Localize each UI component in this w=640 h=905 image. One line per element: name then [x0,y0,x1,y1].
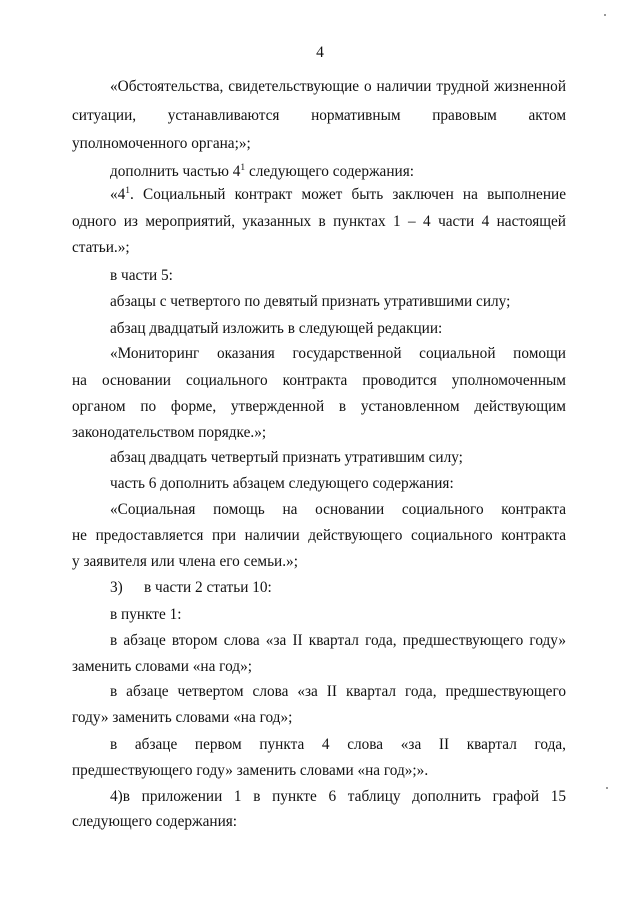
text-line [110,185,566,205]
list-item [110,787,566,807]
text-line: «Обстоятельства, свидетельствующие о наличии трудной жизненной [110,78,566,95]
page-number: 4 [316,44,324,61]
text-line: заменить словами «на год»; [72,658,252,675]
text-line: абзац двадцатый изложить в следующей редакции: [110,320,443,337]
text-line: на основании социального контракта проводится уполномоченным [72,372,566,389]
scan-speck [606,787,608,789]
text-line: не предоставляется при наличии действующего социального контракта [72,527,566,544]
scan-speck [604,14,606,16]
text-line: в абзаце первом пункта 4 слова «за II квартал года, [110,736,566,753]
list-item [110,578,566,598]
text-line: статьи.»; [72,239,130,256]
text-fragment: в приложении 1 в пункте 6 таблицу дополнить графой 15 [122,788,566,805]
text-line: абзац двадцать четвертый признать утратившим силу; [110,449,463,466]
list-number: 4) [110,788,123,805]
text-line: году» заменить словами «на год»; [72,709,293,726]
text-line: ситуации, устанавливаются нормативным правовым актом [72,107,566,124]
text-line: органом по форме, утвержденной в установленном действующим [72,398,566,415]
superscript: 1 [125,186,131,196]
text-line: абзацы с четвертого по девятый признать утратившими силу; [110,293,511,310]
text-line: у заявителя или члена его семьи.»; [72,553,298,570]
text-line: одного из мероприятий, указанных в пунктах 1 – 4 части 4 настоящей [72,213,566,230]
text-line: в пункте 1: [110,606,182,623]
text-line: следующего содержания: [72,813,238,830]
text-line: часть 6 дополнить абзацем следующего содержания: [110,475,454,492]
text-line: уполномоченного органа;»; [72,135,251,152]
text-line: предшествующего году» заменить словами «на год»;». [72,762,429,779]
list-number: 3) [110,579,123,596]
text-line: в абзаце четвертом слова «за II квартал года, предшествующего [110,683,566,700]
text-fragment: в части 2 статьи 10: [144,579,272,596]
text-line: в абзаце втором слова «за II квартал года, предшествующего году» [110,632,566,649]
text-line: «Мониторинг оказания государственной социальной помощи [110,345,566,362]
text-line: в части 5: [110,267,173,284]
text-line: законодательством порядке.»; [72,424,267,441]
text-fragment: дополнить частью 4 [110,163,241,180]
text-fragment: . Социальный контракт может быть заключен на выполнение [130,186,566,203]
text-line [110,162,566,182]
text-fragment: «4 [110,186,126,203]
text-line: «Социальная помощь на основании социального контракта [110,501,566,518]
superscript: 1 [240,163,246,173]
text-fragment: следующего содержания: [245,163,415,180]
